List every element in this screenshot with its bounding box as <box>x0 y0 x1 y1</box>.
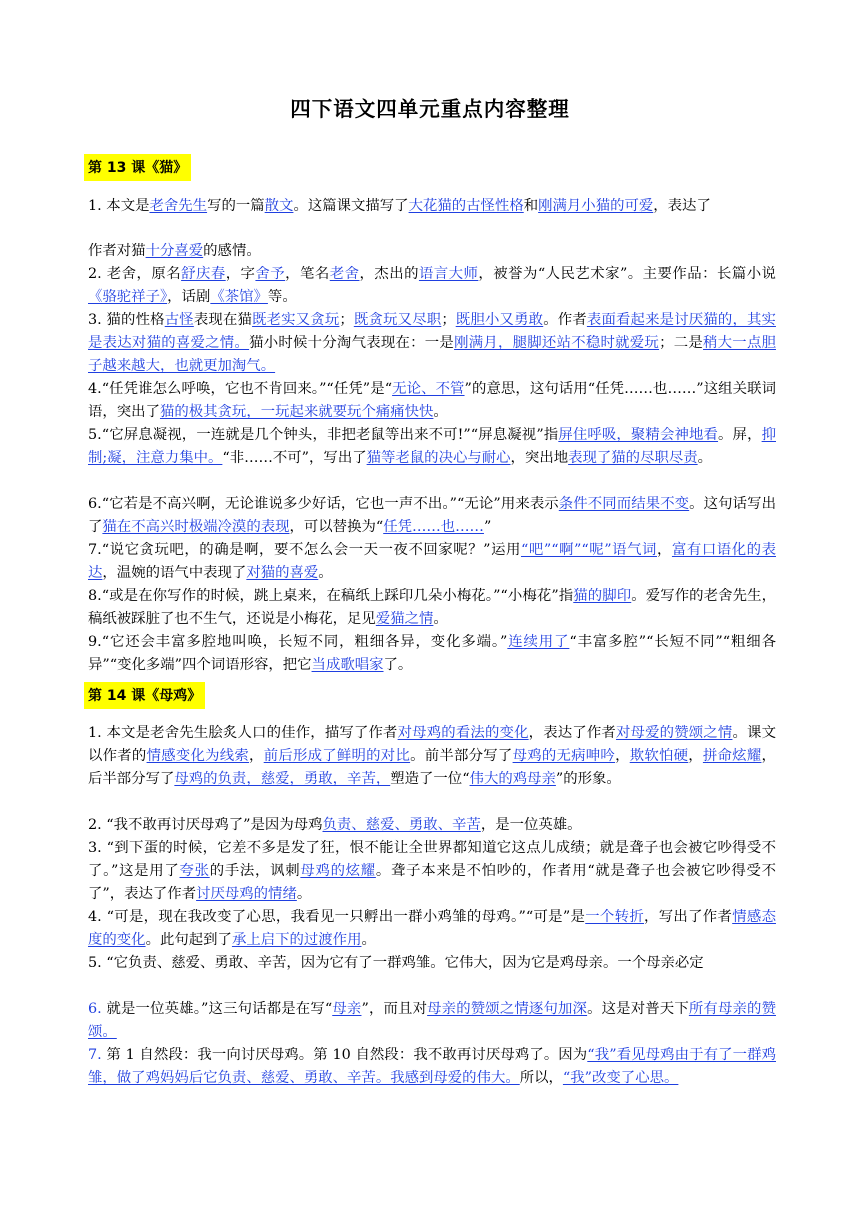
highlighted-answer: 大花猫的古怪性格 <box>408 198 524 214</box>
text-run: ，突出地 <box>510 450 569 466</box>
text-run: “丰富多腔”“长短不同”“粗细各异”“变化多端”四个词语形容，把它 <box>88 634 776 673</box>
text-run: 1. 本文是老舍先生脍炙人口的佳作，描写了作者 <box>88 725 398 741</box>
text-run: 。前半部分写了 <box>410 748 513 764</box>
text-run: ” <box>483 519 492 535</box>
text-run: 4.“任凭谁怎么呼唤，它也不肯回来。”“任凭”是“ <box>88 381 393 397</box>
highlighted-answer: 散文 <box>264 198 294 214</box>
text-run: ，表达了作者 <box>528 725 616 741</box>
text-run: 等。 <box>267 289 297 305</box>
highlighted-answer: 对母鸡的看法的变化 <box>397 725 529 741</box>
text-run: 的感情。 <box>203 243 261 259</box>
highlighted-answer: 舒庆春 <box>181 266 226 282</box>
text-run: ， <box>656 542 672 558</box>
lesson-14-para-2 <box>88 814 776 837</box>
lesson-13-para-1 <box>88 195 776 218</box>
text-run: ；二是 <box>659 335 704 351</box>
text-run: 作者对猫 <box>88 243 146 259</box>
highlighted-answer: 猫等老鼠的决心与耐心 <box>366 450 511 466</box>
text-run: 。作者 <box>543 312 587 328</box>
text-run: 2. 老舍，原名 <box>88 266 182 282</box>
text-run: 。这篇课文描写了 <box>293 198 409 214</box>
lesson-14-para-7 <box>88 1044 776 1090</box>
highlighted-answer: 一个转折 <box>585 909 645 925</box>
highlighted-answer: 《茶馆》 <box>210 289 268 305</box>
highlighted-answer: 拼命炫耀 <box>702 748 762 764</box>
lesson-13-para-1-cont <box>88 240 776 263</box>
text-run: 写的一篇 <box>207 198 265 214</box>
lesson-13-para-8 <box>88 585 776 631</box>
text-run: 。 <box>697 450 713 466</box>
highlighted-answer: 母鸡的负责，慈爱，勇敢，辛苦， <box>174 771 391 787</box>
highlighted-answer: 当成歌唱家 <box>311 657 384 673</box>
highlighted-answer: 屏住呼吸，聚精会神地看 <box>558 427 719 443</box>
highlighted-answer: 母亲 <box>332 1001 362 1017</box>
highlighted-answer: 母亲的赞颂之情逐句加深 <box>427 1001 588 1017</box>
highlighted-answer: 舍予 <box>255 266 286 282</box>
text-run: ，杰出的 <box>359 266 419 282</box>
highlighted-answer: “我”看见母鸡由于有了一群鸡雏，做了鸡妈妈后它负责、慈爱、勇敢、辛苦。我感到母爱的伟大。 <box>88 1047 776 1086</box>
highlighted-answer: 承上启下的过渡作用 <box>231 932 362 948</box>
highlighted-answer: 任凭……也…… <box>383 519 484 535</box>
lesson-14-para-3 <box>88 837 776 906</box>
text-run: 。 <box>318 565 333 581</box>
highlighted-answer: 古怪 <box>164 312 194 328</box>
text-run: 。屏， <box>718 427 762 443</box>
highlighted-answer: 讨厌母鸡的情绪 <box>196 886 297 902</box>
highlighted-answer: 对猫的喜爱 <box>246 565 319 581</box>
highlighted-answer: 无论、不管 <box>392 381 465 397</box>
text-run: 3. 猫的性格 <box>88 312 165 328</box>
text-run: 7. <box>88 1047 102 1063</box>
text-run: 。 <box>296 886 312 902</box>
lesson-13-para-3 <box>88 309 776 378</box>
highlighted-answer: 表现了猫的尽职尽责 <box>568 450 698 466</box>
text-run: 。 <box>433 611 448 627</box>
highlighted-answer: 欺软怕硬 <box>629 748 689 764</box>
text-run: 1. 本文是 <box>88 198 150 214</box>
highlighted-answer: 抑制;凝，注意力集中。 <box>88 427 776 466</box>
highlighted-answer: 富有口语化的表达 <box>88 542 776 581</box>
page-title: 四下语文四单元重点内容整理 <box>290 97 570 121</box>
text-run: 5.“它屏息凝视，一连就是几个钟头，非把老鼠等出来不可!”“屏息凝视”指 <box>88 427 559 443</box>
highlighted-answer: 老舍 <box>329 266 360 282</box>
lesson-14-para-6 <box>88 998 776 1044</box>
text-run: 8.“或是在你写作的时候，跳上桌来，在稿纸上踩印几朵小梅花。”“小梅花”指 <box>88 588 574 604</box>
highlighted-answer: 母鸡的无病呻吟 <box>512 748 616 764</box>
highlighted-answer: 所有母亲的赞颂。 <box>88 1001 776 1040</box>
text-run: ， <box>249 748 264 764</box>
text-run: ， <box>615 748 630 764</box>
highlighted-answer: 《骆驼祥子》 <box>88 289 168 305</box>
text-run: 。爱写作的老舍先生，稿纸被踩脏了也不生气，还说是小梅花，足见 <box>88 588 776 627</box>
lesson-13-para-7 <box>88 539 776 585</box>
text-run: ，话剧 <box>167 289 211 305</box>
highlighted-answer: 既贪玩又尽职 <box>353 312 442 328</box>
text-run: ，写出了作者 <box>644 909 733 925</box>
text-run: ； <box>441 312 456 328</box>
text-run: “非……不可”，写出了 <box>222 450 367 466</box>
highlighted-answer: “我”改变了心思。 <box>562 1070 679 1086</box>
text-run: 。此句起到了 <box>145 932 232 948</box>
lesson-13-para-9 <box>88 631 776 677</box>
lesson-14-heading: 第 14 课《母鸡》 <box>84 682 205 709</box>
highlighted-answer: 情感变化为线索 <box>146 748 250 764</box>
highlighted-answer: 刚满月小猫的可爱 <box>538 198 654 214</box>
text-run: ， <box>688 748 703 764</box>
text-run: 和 <box>523 198 539 214</box>
highlighted-answer: 十分喜爱 <box>145 243 204 259</box>
highlighted-answer: 猫的极其贪玩，一玩起来就要玩个痛痛快快 <box>159 404 434 420</box>
text-run: ，笔名 <box>285 266 330 282</box>
text-run: 。聋子本来是不怕吵的，作者用“就是聋子也会被它吵得受不了”，表达了作者 <box>88 863 776 902</box>
text-run: ，被誉为“人民艺术家”。主要作品：长篇小说 <box>478 266 776 282</box>
text-run: 6. <box>88 1001 102 1017</box>
text-run: 2. “我不敢再讨厌母鸡了”是因为母鸡 <box>88 817 323 833</box>
lesson-13-para-2 <box>88 263 776 309</box>
text-run: 。这句话写出了 <box>88 496 776 535</box>
highlighted-answer: 稍大一点胆子越来越大，也就更加淘气。 <box>88 335 776 374</box>
text-run: ，温婉的语气中表现了 <box>102 565 247 581</box>
text-run: 了。 <box>383 657 413 673</box>
text-run: 4. “可是，现在我改变了心思，我看见一只孵出一群小鸡雏的母鸡。”“可是”是 <box>88 909 586 925</box>
text-run: 3. “到下蛋的时候，它差不多是发了狂，恨不能让全世界都知道它这点儿成绩；就是聋子也会被它吵得受不了。”这是用了 <box>88 840 776 879</box>
text-run: 9.“它还会丰富多腔地叫唤，长短不同，粗细各异，变化多端。” <box>88 634 508 650</box>
highlighted-answer: 刚满月，腿脚还站不稳时就爱玩 <box>454 335 660 351</box>
lesson-14-para-5 <box>88 952 776 975</box>
text-run: 6.“它若是不高兴啊，无论谁说多少好话，它也一声不出。”“无论”用来表示 <box>88 496 559 512</box>
text-run: ”的意思，这句话用“任凭……也……”这组关联词语，突出了 <box>88 381 776 420</box>
text-run: ”的形象。 <box>555 771 621 787</box>
text-run: ，字 <box>225 266 256 282</box>
text-run: 。这是对普天下 <box>587 1001 689 1017</box>
lesson-13-para-5 <box>88 424 776 470</box>
highlighted-answer: 情感态度的变化 <box>88 909 776 948</box>
highlighted-answer: 连续用了 <box>507 634 570 650</box>
text-run: ，后半部分写了 <box>88 748 776 787</box>
highlighted-answer: 伟大的鸡母亲 <box>469 771 556 787</box>
text-run: 塑造了一位“ <box>390 771 470 787</box>
highlighted-answer: 负责、慈爱、勇敢、辛苦 <box>322 817 481 833</box>
highlighted-answer: 母鸡的炫耀 <box>300 863 376 879</box>
text-run: 的手法，讽刺 <box>209 863 301 879</box>
highlighted-answer: 既老实又贪玩 <box>252 312 340 328</box>
highlighted-answer: 老舍先生 <box>149 198 208 214</box>
highlighted-answer: 条件不同而结果不变 <box>558 496 690 512</box>
text-run: 就是一位英雄。”这三句话都是在写“ <box>101 1001 333 1017</box>
text-run: ； <box>339 312 354 328</box>
highlighted-answer: 猫在不高兴时极端冷漠的表现 <box>102 519 290 535</box>
highlighted-answer: “吧”“啊”“呢”语气词 <box>520 542 657 558</box>
text-run: ”，而且对 <box>361 1001 428 1017</box>
text-run: 猫小时候十分淘气表现在：一是 <box>249 335 455 351</box>
text-run: 第 1 自然段：我一向讨厌母鸡。第 10 自然段：我不敢再讨厌母鸡了。因为 <box>101 1047 588 1063</box>
text-run: 。 <box>361 932 376 948</box>
lesson-14-para-1 <box>88 722 776 791</box>
highlighted-answer: 表面看起来是讨厌猫的，其实是表达对猫的喜爱之情。 <box>88 312 776 351</box>
text-run: 5. “它负责、慈爱、勇敢、辛苦，因为它有了一群鸡雏。它伟大，因为它是鸡母亲。一个母亲必定 <box>88 955 704 971</box>
highlighted-answer: 对母爱的赞颂之情 <box>615 725 733 741</box>
text-run: ，表达了 <box>653 198 711 214</box>
lesson-13-para-6 <box>88 493 776 539</box>
lesson-13-para-4 <box>88 378 776 424</box>
text-run: 。课文以作者的 <box>88 725 776 764</box>
highlighted-answer: 夸张 <box>179 863 210 879</box>
highlighted-answer: 前后形成了鲜明的对比 <box>263 748 411 764</box>
text-run: 。 <box>433 404 448 420</box>
lesson-14-para-4 <box>88 906 776 952</box>
highlighted-answer: 既胆小又勇敢 <box>455 312 544 328</box>
highlighted-answer: 爱猫之情 <box>375 611 434 627</box>
text-run: 所以， <box>519 1070 563 1086</box>
text-run: 7.“说它贪玩吧，的确是啊，要不怎么会一天一夜不回家呢？”运用 <box>88 542 521 558</box>
text-run: 表现在猫 <box>193 312 253 328</box>
text-run: ，是一位英雄。 <box>480 817 582 833</box>
lesson-13-heading: 第 13 课《猫》 <box>84 154 191 181</box>
highlighted-answer: 猫的脚印 <box>573 588 632 604</box>
highlighted-answer: 语言大师 <box>418 266 479 282</box>
text-run: ，可以替换为“ <box>289 519 384 535</box>
